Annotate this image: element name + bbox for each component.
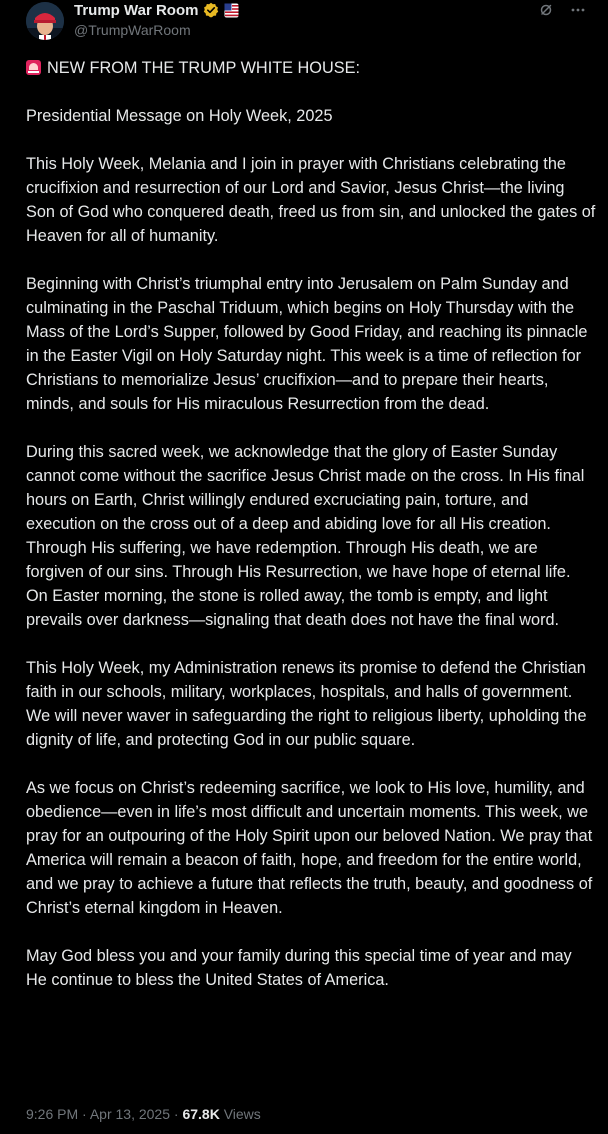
display-name-row [74, 0, 239, 20]
post-paragraph: This Holy Week, Melania and I join in prayer with Christians celebrating the crucifixion and resurrection of our Lord and Savior, Jesus Christ—the living Son of God who conquered death, freed us from sin, and unlocked the gates of Heaven for all of humanity. [26, 155, 596, 245]
post-date[interactable]: Apr 13, 2025 [89, 1106, 170, 1122]
more-options-icon[interactable] [570, 2, 586, 18]
post-paragraph: This Holy Week, my Administration renews its promise to defend the Christian faith in our schools, military, workplaces, hospitals, and halls of government. We will never waver in safeguarding the right to religious liberty, upholding the dignity of life, and protecting God in our public square. [26, 659, 587, 749]
affiliate-flag-icon[interactable] [224, 3, 239, 18]
views-label: Views [223, 1106, 261, 1122]
post-headline-paragraph [26, 56, 596, 80]
post-paragraph: May God bless you and your family during this special time of year and may He continue to bless the United States of America. [26, 947, 572, 989]
post-header [26, 0, 586, 44]
post-paragraph: As we focus on Christ’s redeeming sacrifice, we look to His love, humility, and obedience—even in life’s most difficult and uncertain moments. This week, we pray for an outpouring of the Holy Spirit upon our beloved Nation. We pray that America will remain a beacon of faith, hope, and freedom for the entire world, and we pray to achieve a future that reflects the truth, beauty, and goodness of Christ’s eternal kingdom in Heaven. [26, 779, 593, 917]
header-actions [538, 2, 586, 18]
post-time[interactable]: 9:26 PM [26, 1106, 79, 1122]
meta-separator: · [82, 1106, 87, 1122]
post-meta [26, 1106, 261, 1122]
handle[interactable]: @TrumpWarRoom [74, 22, 191, 38]
post-paragraph: Beginning with Christ’s triumphal entry into Jerusalem on Palm Sunday and culminating in the Paschal Triduum, which begins on Holy Thursday with the Mass of the Lord’s Supper, followed by Good Friday, and reaching its pinnacle in the Easter Vigil on Holy Saturday night. This week is a time of reflection for Christians to memorialize Jesus’ crucifixion—and to prepare their hearts, minds, and souls for His miraculous Resurrection from the dead. [26, 275, 588, 413]
post-headline: NEW FROM THE TRUMP WHITE HOUSE: [47, 59, 360, 77]
verified-badge-icon[interactable] [203, 2, 219, 18]
avatar[interactable] [26, 2, 64, 40]
author-names [74, 0, 239, 38]
avatar-image [26, 2, 64, 40]
views-count[interactable]: 67.8K [182, 1106, 220, 1122]
siren-icon [26, 60, 41, 75]
post-paragraph-title: Presidential Message on Holy Week, 2025 [26, 107, 333, 125]
post-paragraph: During this sacred week, we acknowledge that the glory of Easter Sunday cannot come without the sacrifice Jesus Christ made on the cross. In His final hours on Earth, Christ willingly endured excruciating pain, torture, and execution on the cross out of a deep and abiding love for all His creation. Through His suffering, we have redemption. Through His death, we are forgiven of our sins. Through His Resurrection, we have hope of eternal life. On Easter morning, the stone is rolled away, the tomb is empty, and light prevails over darkness—signaling that death does not have the final word. [26, 443, 585, 629]
display-name[interactable]: Trump War Room [74, 1, 199, 19]
post-text [26, 56, 596, 992]
meta-separator: · [173, 1106, 179, 1122]
grok-icon[interactable] [538, 2, 554, 18]
